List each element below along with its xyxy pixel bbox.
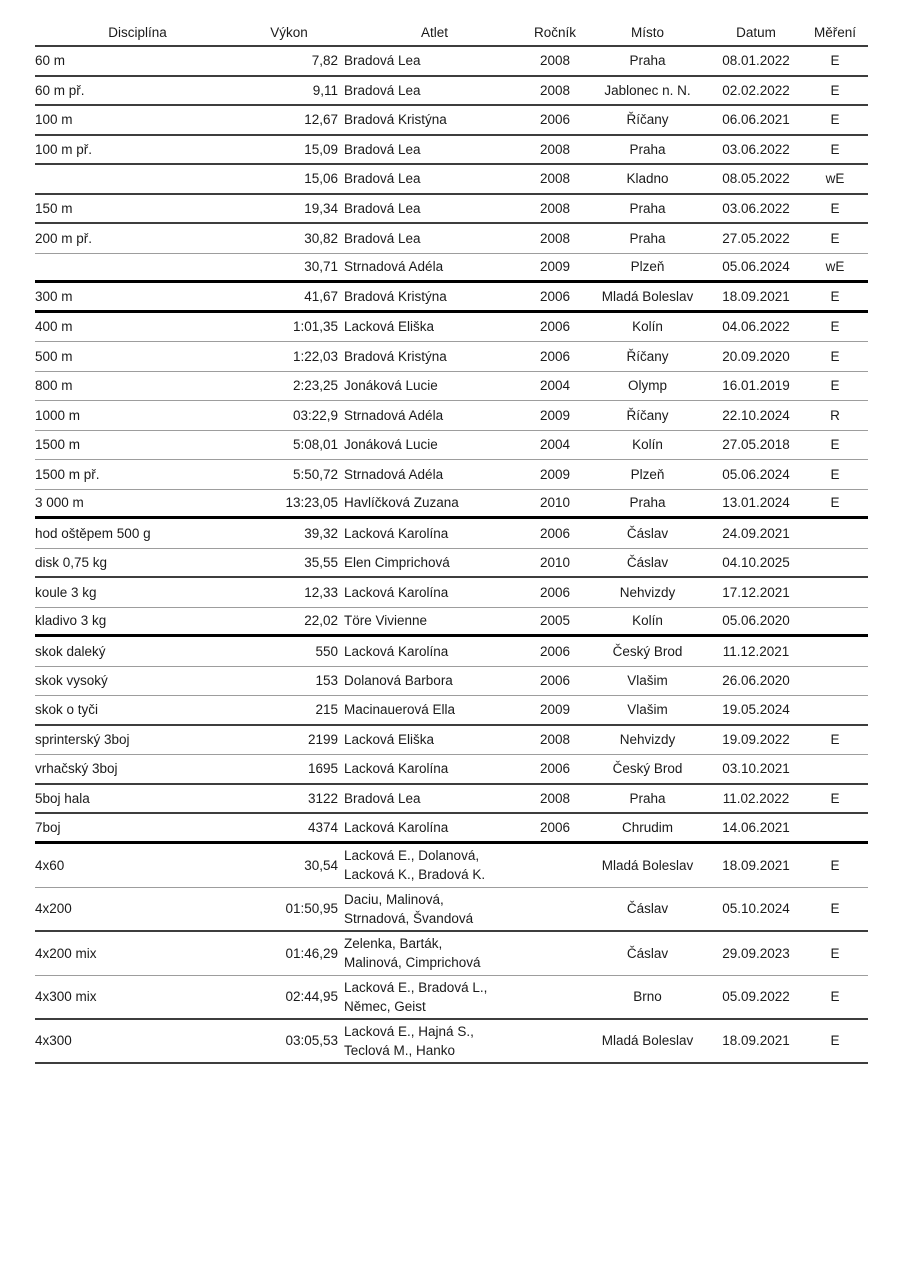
column-header-measurement: Měření [813,25,857,40]
place-cell: Praha [629,141,666,157]
performance-cell: 215 [315,702,338,718]
date-cell: 16.01.2019 [722,378,790,394]
date-cell: 06.06.2021 [722,112,790,128]
measurement-cell: E [830,378,840,394]
athlete-cell: Macinauerová Ella [344,702,456,718]
table-row [35,460,868,490]
discipline-cell: 4x200 [35,901,72,916]
performance-cell: 22,02 [304,613,338,629]
table-body [35,47,868,1064]
column-header-year: Ročník [533,25,577,40]
performance-cell: 02:44,95 [285,989,338,1004]
year-cell: 2006 [539,112,571,128]
performance-cell: 19,34 [304,200,338,216]
measurement-cell: E [830,141,840,157]
table-row [35,372,868,402]
athlete-cell: Elen Cimprichová [344,554,450,570]
athlete-cell: Lacková Eliška [344,732,435,748]
athlete-cell: Lacková Eliška [344,319,435,335]
table-row [35,785,868,815]
year-cell: 2008 [539,732,571,748]
table-row [35,342,868,372]
athlete-line: Daciu, Malinová, [344,891,444,907]
year-cell: 2006 [539,319,571,335]
year-cell: 2006 [539,288,571,304]
place-cell: Chrudim [621,819,673,835]
athlete-cell: Bradová Lea [344,171,421,187]
athlete-cell: Bradová Lea [344,82,421,98]
discipline-cell: vrhačský 3boj [35,761,118,777]
date-cell: 26.06.2020 [722,673,790,689]
discipline-cell: 300 m [35,288,73,304]
place-cell: Český Brod [612,761,683,777]
athlete-cell: Havlíčková Zuzana [344,495,459,511]
date-cell: 05.06.2024 [722,259,790,275]
measurement-cell: E [830,901,840,916]
measurement-cell: E [830,112,840,128]
athlete-cell: Töre Vivienne [344,613,428,629]
performance-cell: 13:23,05 [285,495,338,511]
discipline-cell: 60 m př. [35,82,85,98]
discipline-cell: 5boj hala [35,790,90,806]
place-cell: Vlašim [627,702,668,718]
measurement-cell: E [830,82,840,98]
date-cell: 19.09.2022 [722,732,790,748]
athlete-cell [338,1022,525,1060]
measurement-cell: wE [825,171,845,187]
date-cell: 03.06.2022 [722,141,790,157]
year-cell: 2008 [539,53,571,69]
place-cell: Praha [629,200,666,216]
athlete-cell: Lacková Karolína [344,761,449,777]
discipline-cell: 800 m [35,378,73,394]
place-cell: Mladá Boleslav [601,1033,694,1048]
date-cell: 05.10.2024 [722,901,790,916]
table-row [35,106,868,136]
discipline-cell: 4x300 [35,1033,72,1048]
discipline-cell: 4x60 [35,857,65,873]
place-cell: Čáslav [626,554,669,570]
table-row [35,77,868,107]
athlete-line: Malinová, Cimprichová [344,955,481,970]
performance-cell: 2:23,25 [292,378,338,394]
date-cell: 17.12.2021 [722,584,790,600]
table-row [35,932,868,976]
year-cell: 2010 [539,554,571,570]
performance-cell: 12,67 [304,112,338,128]
date-cell: 11.02.2022 [722,790,790,806]
performance-cell: 30,82 [304,230,338,246]
athlete-cell [338,978,525,1016]
date-cell: 13.01.2024 [722,495,790,511]
measurement-cell: E [830,732,840,748]
date-cell: 24.09.2021 [722,525,790,541]
column-header-discipline: Disciplína [108,25,167,40]
performance-cell: 9,11 [312,82,338,98]
table-row [35,431,868,461]
measurement-cell: E [830,319,840,335]
place-cell: Čáslav [626,525,669,541]
athlete-cell: Lacková Karolína [344,525,449,541]
performance-cell: 1695 [307,761,338,777]
year-cell: 2009 [539,702,571,718]
measurement-cell: E [830,288,840,304]
performance-cell: 03:22,9 [292,407,338,423]
place-cell: Mladá Boleslav [601,288,694,304]
table-row [35,401,868,431]
discipline-cell: 1000 m [35,407,81,423]
athlete-cell: Bradová Lea [344,230,421,246]
discipline-cell: 150 m [35,200,73,216]
discipline-cell: skok o tyči [35,702,99,718]
place-cell: Čáslav [626,901,669,916]
athlete-cell: Bradová Kristýna [344,288,447,304]
date-cell: 14.06.2021 [722,819,790,835]
year-cell: 2009 [539,466,571,482]
performance-cell: 1:22,03 [292,348,338,364]
athlete-cell: Dolanová Barbora [344,673,453,689]
place-cell: Říčany [626,112,669,128]
date-cell: 29.09.2023 [722,945,790,961]
performance-cell: 12,33 [304,584,338,600]
table-row [35,608,868,638]
performance-cell: 35,55 [304,554,338,570]
place-cell: Praha [629,53,666,69]
performance-cell: 550 [315,643,338,659]
discipline-cell: 1500 m př. [35,466,100,482]
measurement-cell: E [830,348,840,364]
date-cell: 18.09.2021 [722,1033,790,1048]
performance-cell: 03:05,53 [285,1033,338,1048]
athlete-cell: Jonáková Lucie [344,437,438,453]
performance-cell: 01:46,29 [285,945,338,961]
date-cell: 03.10.2021 [722,761,790,777]
athlete-cell: Bradová Kristýna [344,112,447,128]
athlete-line: Teclová M., Hanko [344,1042,456,1058]
table-row [35,549,868,579]
performance-cell: 15,06 [304,171,338,187]
performance-cell: 15,09 [304,141,338,157]
performance-cell: 41,67 [304,288,338,304]
column-header-date: Datum [736,25,776,40]
year-cell: 2006 [539,584,571,600]
discipline-cell: 7boj [35,819,61,835]
athlete-cell: Jonáková Lucie [344,378,438,394]
athlete-cell: Strnadová Adéla [344,407,444,423]
discipline-cell: 1500 m [35,437,81,453]
performance-cell: 153 [315,673,338,689]
year-cell: 2004 [539,437,571,453]
performance-cell: 7,82 [311,53,338,69]
measurement-cell: E [830,857,840,873]
discipline-cell: 100 m [35,112,73,128]
column-header-athlete: Atlet [420,25,448,40]
date-cell: 02.02.2022 [722,82,790,98]
date-cell: 11.12.2021 [722,643,790,659]
discipline-cell: 500 m [35,348,73,364]
place-cell: Plzeň [630,466,665,482]
athlete-cell: Bradová Kristýna [344,348,447,364]
year-cell: 2010 [539,495,571,511]
athlete-cell [338,934,525,972]
place-cell: Jablonec n. N. [604,82,691,98]
place-cell: Vlašim [627,673,668,689]
athlete-cell: Strnadová Adéla [344,466,444,482]
discipline-cell: 60 m [35,53,66,69]
performance-cell: 4374 [307,819,338,835]
table-row [35,313,868,343]
measurement-cell: R [830,407,840,423]
table-header-row [35,20,868,47]
date-cell: 04.10.2025 [722,554,790,570]
athlete-cell [338,846,525,884]
date-cell: 03.06.2022 [722,200,790,216]
table-row [35,755,868,785]
year-cell: 2008 [539,230,571,246]
place-cell: Říčany [626,348,669,364]
discipline-cell: 200 m př. [35,230,93,246]
athlete-cell: Bradová Lea [344,53,421,69]
date-cell: 04.06.2022 [722,319,790,335]
year-cell: 2006 [539,761,571,777]
table-row [35,814,868,844]
athlete-line: Lacková E., Bradová L., [344,979,488,995]
table-row [35,1020,868,1064]
performance-cell: 5:50,72 [292,466,338,482]
athlete-cell: Bradová Lea [344,141,421,157]
measurement-cell: E [830,466,840,482]
measurement-cell: E [830,989,840,1004]
year-cell: 2004 [539,378,571,394]
athlete-cell: Bradová Lea [344,790,421,806]
athlete-cell: Lacková Karolína [344,584,449,600]
measurement-cell: E [830,230,840,246]
place-cell: Kolín [632,613,663,629]
date-cell: 27.05.2022 [722,230,790,246]
year-cell: 2008 [539,171,571,187]
year-cell: 2006 [539,525,571,541]
year-cell: 2008 [539,790,571,806]
year-cell: 2006 [539,819,571,835]
table-row [35,844,868,888]
year-cell: 2005 [539,613,571,629]
table-row [35,47,868,77]
performance-cell: 39,32 [304,525,338,541]
athlete-cell: Lacková Karolína [344,643,449,659]
performance-cell: 30,71 [304,259,338,275]
measurement-cell: E [830,790,840,806]
date-cell: 05.09.2022 [722,989,790,1004]
date-cell: 08.01.2022 [722,53,790,69]
athlete-line: Strnadová, Švandová [344,910,474,926]
date-cell: 18.09.2021 [722,288,790,304]
place-cell: Nehvizdy [619,732,676,748]
club-records-table [35,20,868,1064]
date-cell: 20.09.2020 [722,348,790,364]
date-cell: 05.06.2024 [722,466,790,482]
performance-cell: 2199 [307,732,338,748]
year-cell: 2009 [539,407,571,423]
discipline-cell: sprinterský 3boj [35,732,130,748]
athlete-cell: Bradová Lea [344,200,421,216]
year-cell: 2006 [539,348,571,364]
year-cell: 2006 [539,673,571,689]
place-cell: Praha [629,230,666,246]
discipline-cell: skok vysoký [35,673,108,689]
athlete-line: Lacková K., Bradová K. [344,867,486,882]
performance-cell: 3122 [307,790,338,806]
discipline-cell: skok daleký [35,643,106,659]
table-row [35,888,868,932]
date-cell: 27.05.2018 [722,437,790,453]
performance-cell: 5:08,01 [292,437,338,453]
discipline-cell: 100 m př. [35,141,93,157]
measurement-cell: E [830,495,840,511]
discipline-cell: 3 000 m [35,495,84,511]
performance-cell: 30,54 [304,857,338,873]
place-cell: Nehvizdy [619,584,676,600]
athlete-cell: Strnadová Adéla [344,259,444,275]
table-row [35,490,868,520]
discipline-cell: disk 0,75 kg [35,554,108,570]
table-row [35,696,868,726]
athlete-cell [338,890,525,928]
discipline-cell: 400 m [35,319,73,335]
table-row [35,224,868,254]
table-row [35,283,868,313]
measurement-cell: wE [825,259,845,275]
table-row [35,195,868,225]
measurement-cell: E [830,200,840,216]
measurement-cell: E [830,53,840,69]
athlete-line: Lacková E., Hajná S., [344,1023,474,1039]
measurement-cell: E [830,1033,840,1048]
date-cell: 05.06.2020 [722,613,790,629]
date-cell: 08.05.2022 [722,171,790,187]
athlete-cell: Lacková Karolína [344,819,449,835]
athlete-line: Lacková E., Dolanová, [344,848,480,863]
year-cell: 2008 [539,200,571,216]
measurement-cell: E [830,945,840,961]
athlete-line: Němec, Geist [344,998,426,1014]
table-row [35,726,868,756]
discipline-cell: hod oštěpem 500 g [35,525,151,541]
place-cell: Brno [633,989,662,1004]
table-row [35,254,868,284]
year-cell: 2008 [539,141,571,157]
place-cell: Praha [629,790,666,806]
year-cell: 2006 [539,643,571,659]
table-row [35,136,868,166]
performance-cell: 1:01,35 [292,319,338,335]
place-cell: Říčany [626,407,669,423]
table-row [35,667,868,697]
place-cell: Mladá Boleslav [601,857,694,873]
discipline-cell: kladivo 3 kg [35,613,107,629]
date-cell: 22.10.2024 [722,407,790,423]
place-cell: Kladno [626,171,669,187]
athlete-line: Zelenka, Barták, [344,936,443,951]
place-cell: Český Brod [612,643,683,659]
table-row [35,165,868,195]
place-cell: Kolín [632,319,663,335]
place-cell: Čáslav [626,945,669,961]
table-row [35,519,868,549]
column-header-place: Místo [630,25,664,40]
date-cell: 19.05.2024 [722,702,790,718]
year-cell: 2009 [539,259,571,275]
table-row [35,637,868,667]
place-cell: Plzeň [630,259,665,275]
place-cell: Olymp [627,378,667,394]
discipline-cell: 4x300 mix [35,989,97,1004]
table-row [35,578,868,608]
measurement-cell: E [830,437,840,453]
column-header-performance: Výkon [270,25,308,40]
place-cell: Kolín [632,437,663,453]
year-cell: 2008 [539,82,571,98]
table-row [35,976,868,1020]
date-cell: 18.09.2021 [722,857,790,873]
performance-cell: 01:50,95 [285,901,338,916]
discipline-cell: koule 3 kg [35,584,97,600]
place-cell: Praha [629,495,666,511]
discipline-cell: 4x200 mix [35,945,97,961]
